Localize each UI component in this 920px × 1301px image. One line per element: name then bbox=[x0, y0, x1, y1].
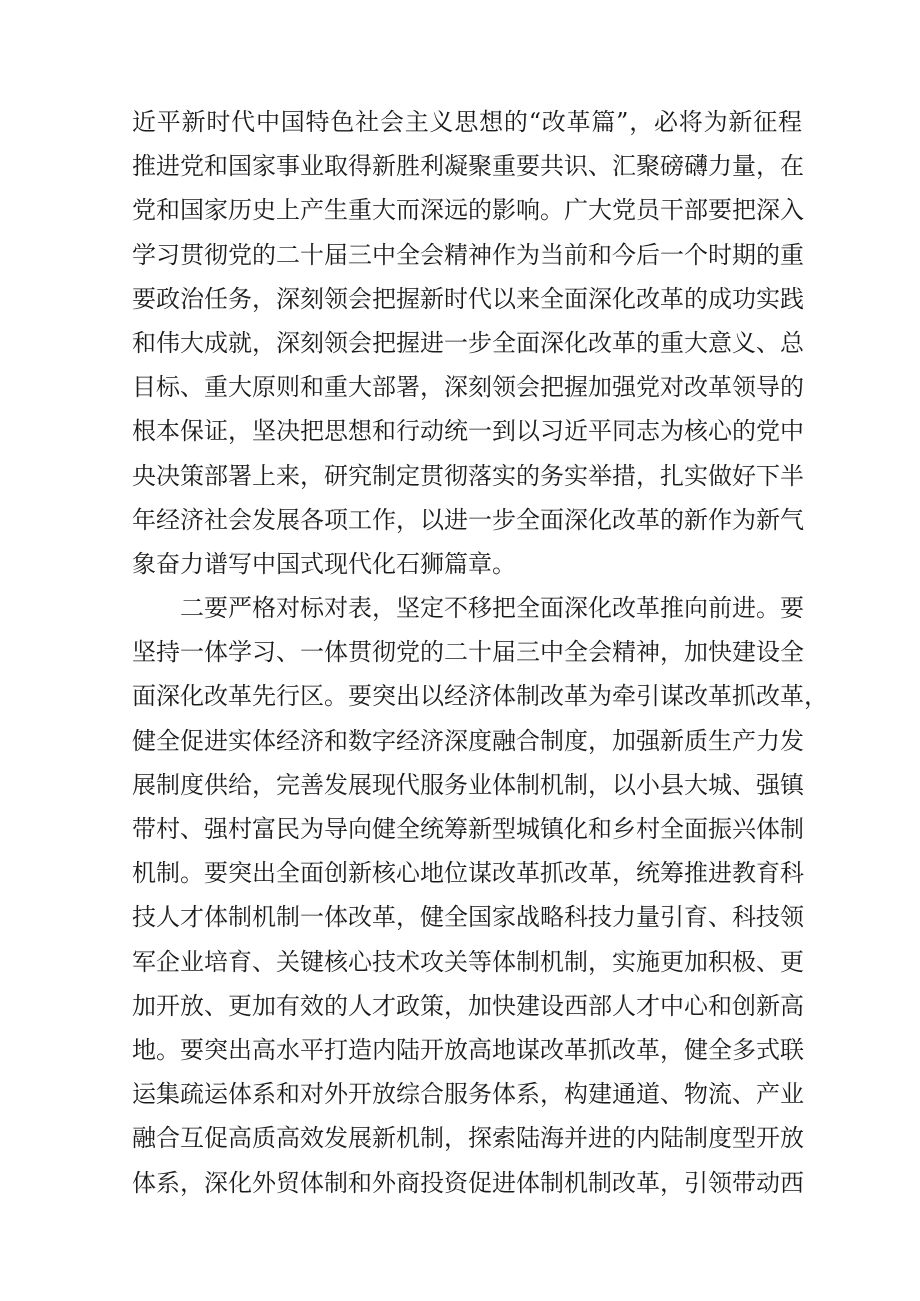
text-line: 目标、重大原则和重大部署，深刻领会把握加强党对改革领导的 bbox=[132, 373, 804, 402]
text-line: 技人才体制机制一体改革，健全国家战略科技力量引育、科技领 bbox=[132, 903, 804, 932]
text-line: 根本保证，坚决把思想和行动统一到以习近平同志为核心的党中 bbox=[132, 417, 804, 446]
text-line: 党和国家历史上产生重大而深远的影响。广大党员干部要把深入 bbox=[132, 196, 804, 225]
text-line: 学习贯彻党的二十届三中全会精神作为当前和今后一个时期的重 bbox=[132, 240, 804, 269]
document-body bbox=[132, 100, 828, 1205]
text-line: 坚持一体学习、一体贯彻党的二十届三中全会精神，加快建设全 bbox=[132, 638, 804, 667]
text-line: 体系，深化外贸体制和外商投资促进体制机制改革，引领带动西 bbox=[132, 1168, 804, 1197]
text-line: 和伟大成就，深刻领会把握进一步全面深化改革的重大意义、总 bbox=[132, 328, 804, 357]
text-line: 年经济社会发展各项工作，以进一步全面深化改革的新作为新气 bbox=[132, 505, 804, 534]
text-line: 军企业培育、关键核心技术攻关等体制机制，实施更加积极、更 bbox=[132, 947, 804, 976]
text-line: 央决策部署上来，研究制定贯彻落实的务实举措，扎实做好下半 bbox=[132, 461, 804, 490]
text-line: 要政治任务，深刻领会把握新时代以来全面深化改革的成功实践 bbox=[132, 284, 804, 313]
text-line: 地。要突出高水平打造内陆开放高地谋改革抓改革，健全多式联 bbox=[132, 1035, 804, 1064]
text-line: 象奋力谱写中国式现代化石狮篇章。 bbox=[132, 549, 516, 578]
text-line: 运集疏运体系和对外开放综合服务体系，构建通道、物流、产业 bbox=[132, 1080, 804, 1109]
text-line: 近平新时代中国特色社会主义思想的“改革篇”，必将为新征程 bbox=[132, 108, 802, 136]
text-line: 二要严格对标对表，坚定不移把全面深化改革推向前进。要 bbox=[180, 594, 804, 623]
text-line: 展制度供给，完善发展现代服务业体制机制，以小县大城、强镇 bbox=[132, 770, 804, 799]
text-line: 融合互促高质高效发展新机制，探索陆海并进的内陆制度型开放 bbox=[132, 1124, 804, 1153]
paragraph-2 bbox=[132, 586, 828, 1205]
text-line: 推进党和国家事业取得新胜利凝聚重要共识、汇聚磅礴力量，在 bbox=[132, 152, 804, 181]
text-line: 带村、强村富民为导向健全统筹新型城镇化和乡村全面振兴体制 bbox=[132, 815, 804, 843]
text-line: 面深化改革先行区。要突出以经济体制改革为牵引谋改革抓改革， bbox=[132, 682, 828, 711]
text-line: 机制。要突出全面创新核心地位谋改革抓改革，统筹推进教育科 bbox=[132, 859, 804, 888]
text-line: 健全促进实体经济和数字经济深度融合制度，加强新质生产力发 bbox=[132, 726, 804, 755]
text-line: 加开放、更加有效的人才政策，加快建设西部人才中心和创新高 bbox=[132, 991, 804, 1020]
paragraph-1 bbox=[132, 100, 802, 586]
